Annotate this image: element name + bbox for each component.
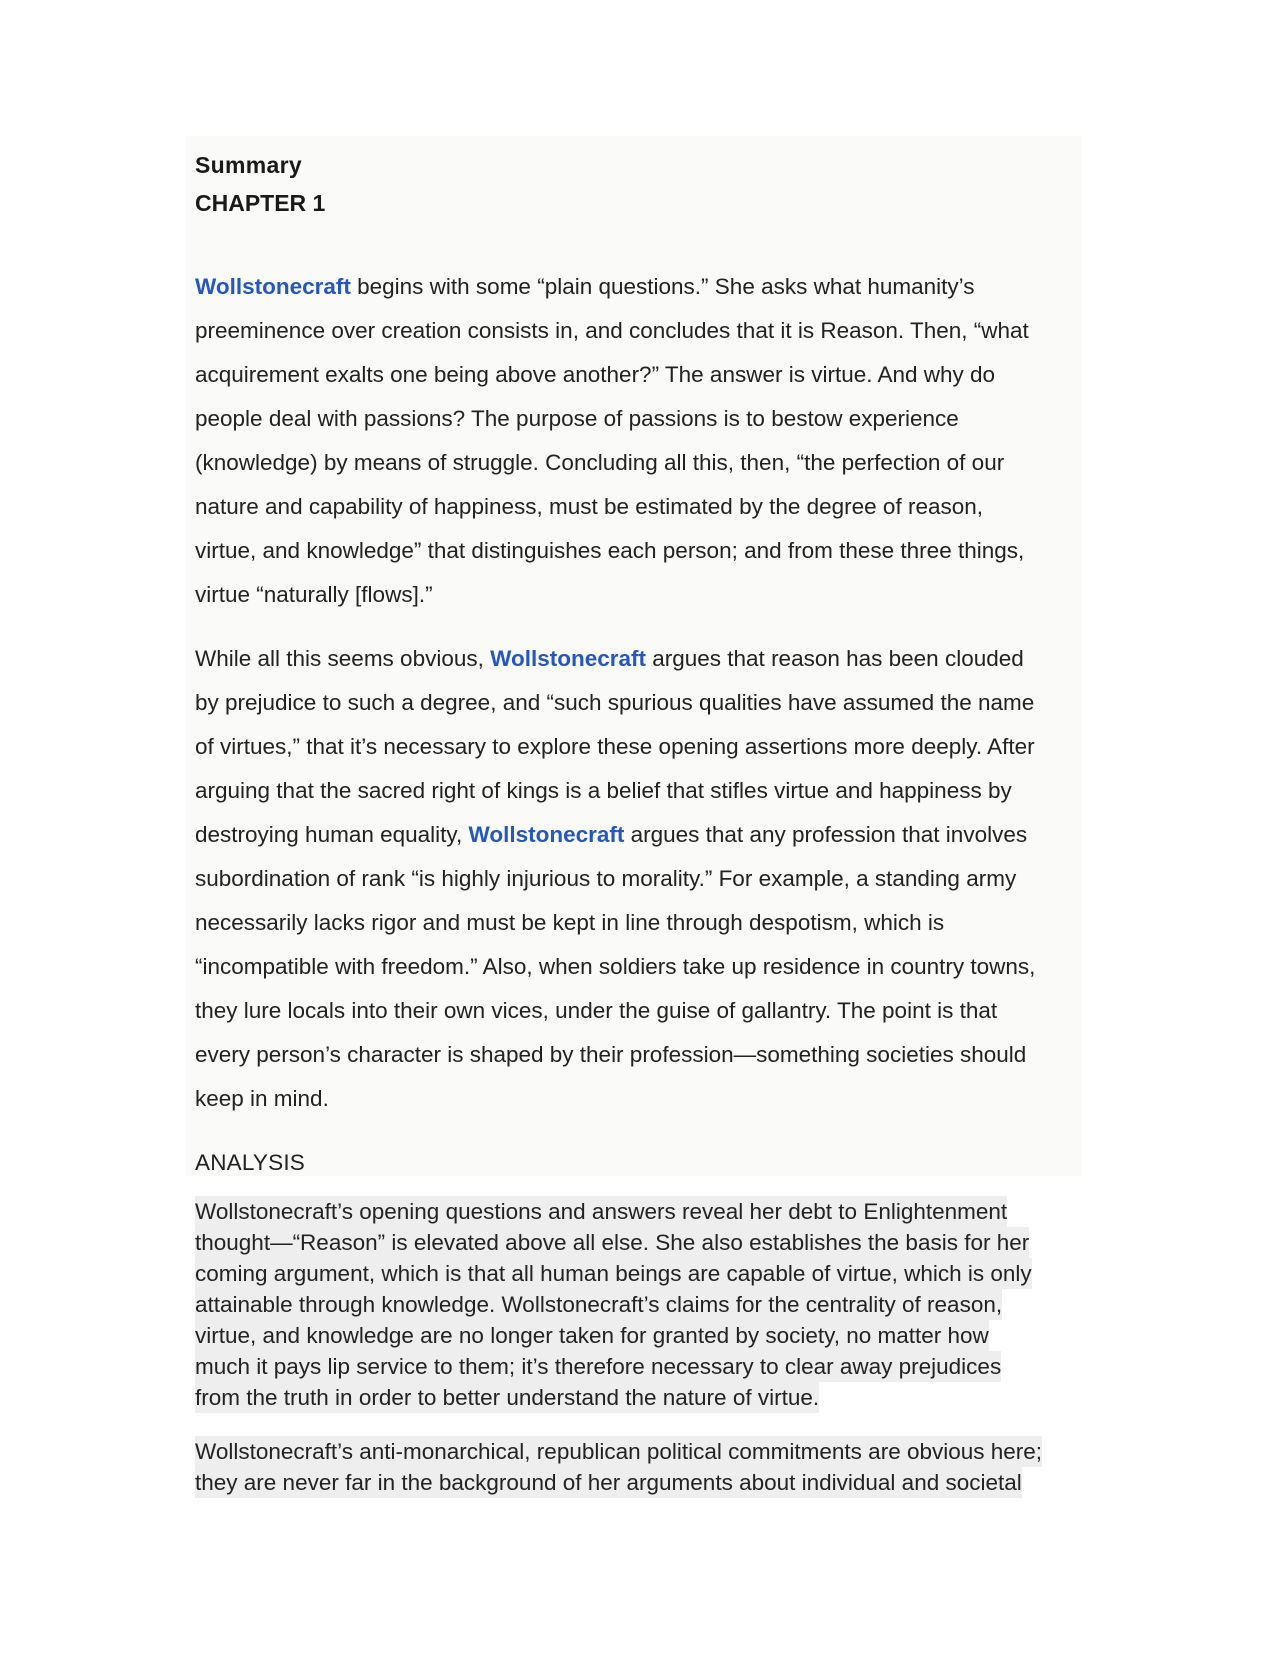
analysis-line: Wollstonecraft’s opening questions and answers reveal her debt to Enlightenment	[195, 1196, 1007, 1227]
analysis-line: they are never far in the background of her arguments about individual and societal	[195, 1467, 1022, 1498]
paragraph-line: every person’s character is shaped by their profession—something societies should	[195, 1042, 1027, 1067]
analysis-line: much it pays lip service to them; it’s therefore necessary to clear away prejudices	[195, 1351, 1001, 1382]
paragraph-line: virtue, and knowledge” that distinguishes each person; and from these three things,	[195, 538, 1025, 563]
paragraph-line: preeminence over creation consists in, and concludes that it is Reason. Then, “what	[195, 318, 1029, 343]
paragraph-line: of virtues,” that it’s necessary to explore these opening assertions more deeply. After	[195, 734, 1035, 759]
chapter-heading: CHAPTER 1	[195, 190, 326, 216]
analysis-line: attainable through knowledge. Wollstonecraft’s claims for the centrality of reason,	[195, 1289, 1002, 1320]
paragraph-line: subordination of rank “is highly injurious to morality.” For example, a standing army	[195, 866, 1017, 891]
paragraph-line: people deal with passions? The purpose of passions is to bestow experience	[195, 406, 959, 431]
paragraph-line: acquirement exalts one being above another?” The answer is virtue. And why do	[195, 362, 996, 387]
summary-heading: Summary	[195, 152, 302, 178]
analysis-line: virtue, and knowledge are no longer taken for granted by society, no matter how	[195, 1320, 989, 1351]
line-text: begins with some “plain questions.” She asks what humanity’s	[350, 274, 975, 299]
summary-paragraph-2	[195, 637, 1085, 1121]
paragraph-line: necessarily lacks rigor and must be kept in line through despotism, which is	[195, 910, 945, 935]
line-text: argues that reason has been clouded	[645, 646, 1024, 671]
analysis-line: coming argument, which is that all human beings are capable of virtue, which is only	[195, 1258, 1032, 1289]
paragraph-line	[195, 813, 1085, 857]
line-text: destroying human equality,	[195, 822, 469, 847]
line-text: argues that any profession that involves	[624, 822, 1028, 847]
analysis-line: thought—“Reason” is elevated above all else. She also establishes the basis for her	[195, 1227, 1029, 1258]
paragraph-line	[195, 637, 1085, 681]
analysis-paragraph-1	[195, 1196, 1032, 1413]
paragraph-line: arguing that the sacred right of kings is a belief that stifles virtue and happiness by	[195, 778, 1012, 803]
paragraph-line: “incompatible with freedom.” Also, when soldiers take up residence in country towns,	[195, 954, 1036, 979]
analysis-line: Wollstonecraft’s anti-monarchical, republican political commitments are obvious here;	[195, 1436, 1042, 1467]
paragraph-line: by prejudice to such a degree, and “such spurious qualities have assumed the name	[195, 690, 1035, 715]
wollstonecraft-link[interactable]: Wollstonecraft	[468, 822, 625, 847]
paragraph-line: they lure locals into their own vices, under the guise of gallantry. The point is that	[195, 998, 998, 1023]
analysis-paragraph-2	[195, 1436, 1042, 1498]
analysis-line: from the truth in order to better understand the nature of virtue.	[195, 1382, 819, 1413]
wollstonecraft-link[interactable]: Wollstonecraft	[195, 274, 351, 299]
analysis-heading: ANALYSIS	[195, 1150, 305, 1175]
paragraph-line: keep in mind.	[195, 1086, 329, 1111]
paragraph-line: (knowledge) by means of struggle. Concluding all this, then, “the perfection of our	[195, 450, 1005, 475]
wollstonecraft-link[interactable]: Wollstonecraft	[490, 646, 646, 671]
summary-paragraph-1	[195, 265, 1085, 617]
line-text: While all this seems obvious,	[195, 646, 491, 671]
paragraph-line: virtue “naturally [flows].”	[195, 582, 433, 607]
paragraph-line	[195, 265, 1085, 309]
paragraph-line: nature and capability of happiness, must be estimated by the degree of reason,	[195, 494, 983, 519]
